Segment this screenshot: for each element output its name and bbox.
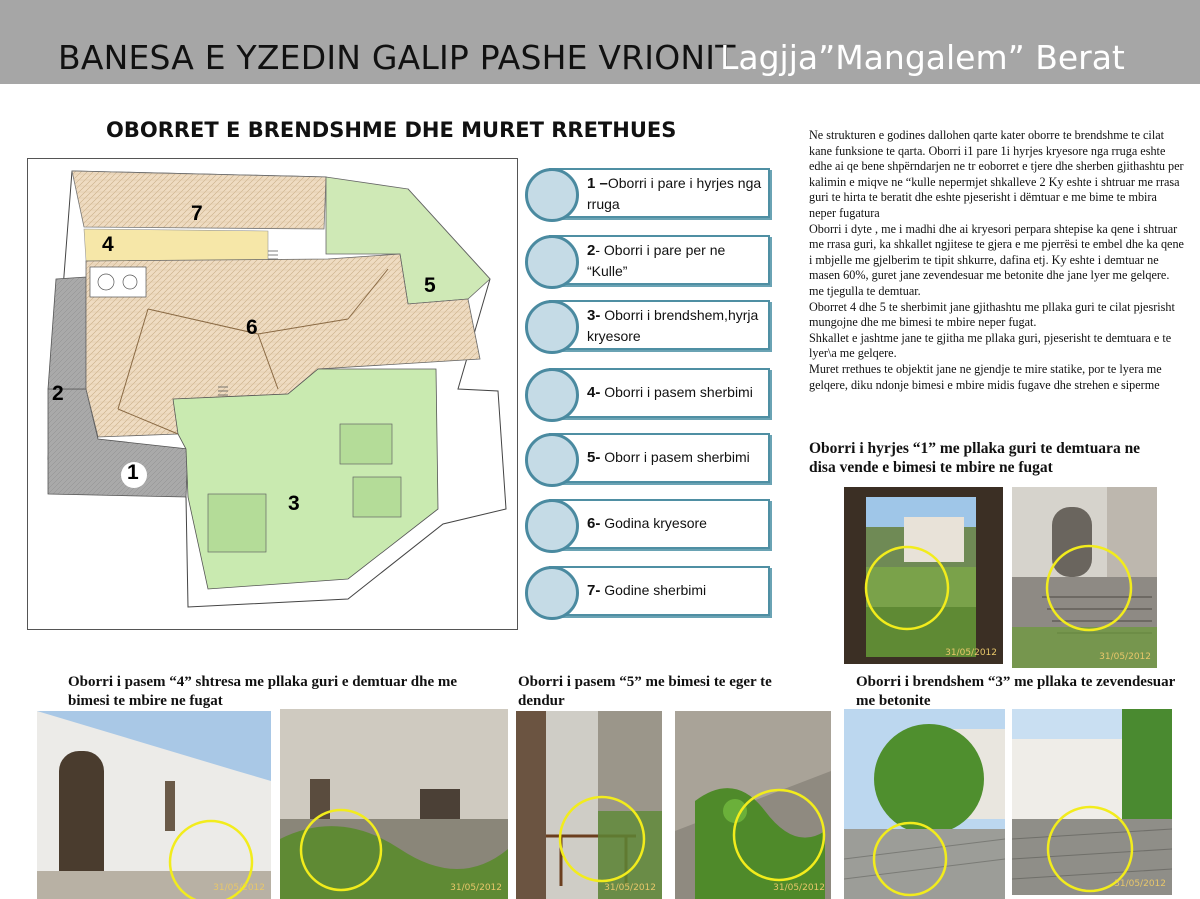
description-text: Ne strukturen e godines dallohen qarte kater oborre te brendshme te cilat kane funksione te qarta. Oborri i1 pare 1i hyrjes kryesore nga rruga eshte edhe ai qe bene shpërndarjen ne tr eoborret e tjere dhe sherben gjithashtu per kalimin e miqve ne “kulle nepermjet shkalleve 2 Ky eshte i shtruar me rrasa guri te hirta te beratit dhe eshte pjeserisht i dëmtuar e me bime te mbira neper fugatura Oborri i dyte , me i madhi dhe ai kryesori perpara shtepise ka qene i shtruar me rrasa guri, ka shkallet ngjitese te gjera e me pjerrësi te embel dhe ka qene i mbjelle me gjelberim te tipit shkurre, dafina etj. Ky eshte i demtuar ne masen 60%, guret jane zevendesuar me betonite dhe jane lyer me gelqere. me tjegulla te demtuar. Oborret 4 dhe 5 te sherbimit jane gjithashtu me pllaka guri te cilat pjesrisht mungojne dhe me bimesi te mbire neper fugat. Shkallet e jashtme jane te gjitha me pllaka guri, pjeserisht te demtuara e te lyer\a me gelqere. Muret rrethues te objektit jane ne gjendje te mire statike, por te lyera me gelqere, diku ndonje bimesi e mbire midis fugave dhe strehen e siperme — [809, 128, 1184, 392]
legend-item-2: 2- Oborri i pare per ne “Kulle” — [525, 235, 769, 287]
photo-rear5-vegetation: 31/05/2012 — [675, 711, 831, 899]
legend-circle-icon — [525, 368, 579, 422]
legend-circle-icon — [525, 499, 579, 553]
photo-rear4-building: 31/05/2012 — [37, 711, 271, 899]
plan-label-4: 4 — [102, 233, 114, 256]
legend-item-1: 1 –Oborri i pare i hyrjes nga rruga — [525, 168, 769, 220]
legend-item-5: 5- Oborr i pasem sherbimi — [525, 433, 769, 485]
plan-label-2: 2 — [52, 382, 64, 405]
caption-rear-courtyard-4: Oborri i pasem “4” shtresa me pllaka guri e demtuar dhe me bimesi te mbire ne fugat — [68, 674, 458, 709]
photo-entry-doorway: 31/05/2012 — [844, 487, 1003, 664]
page-title: BANESA E YZEDIN GALIP PASHE VRIONIT — [58, 38, 736, 77]
location-title: Lagjja”Mangalem” Berat — [720, 38, 1125, 77]
legend-circle-icon — [525, 566, 579, 620]
plan-label-3: 3 — [288, 492, 300, 515]
header-bar — [0, 0, 1200, 84]
photo-rear5-doorway: 31/05/2012 — [516, 711, 662, 899]
plan-label-7: 7 — [191, 202, 203, 225]
legend-item-4: 4- Oborri i pasem sherbimi — [525, 368, 769, 420]
section-title: OBORRET E BRENDSHME DHE MURET RRETHUES — [106, 118, 677, 142]
caption-rear-courtyard-5: Oborri i pasem “5” me bimesi te eger te dendur — [518, 674, 772, 709]
photo-entry-stairs: 31/05/2012 — [1012, 487, 1157, 668]
photo-inner3-tree — [844, 709, 1005, 899]
legend-item-6: 6- Godina kryesore — [525, 499, 769, 551]
legend-circle-icon — [525, 235, 579, 289]
legend-item-3: 3- Oborri i brendshem,hyrja kryesore — [525, 300, 769, 352]
caption-inner-courtyard-3: Oborri i brendshem “3” me pllaka te zevendesuar me betonite — [856, 674, 1176, 709]
site-plan-drawing — [28, 159, 517, 629]
legend-item-7: 7- Godine sherbimi — [525, 566, 769, 618]
plan-label-6: 6 — [246, 316, 258, 339]
photo-inner3-paving: 31/05/2012 — [1012, 709, 1172, 895]
plan-label-5: 5 — [424, 274, 436, 297]
caption-entry-courtyard: Oborri i hyrjes “1” me pllaka guri te demtuara ne disa vende e bimesi te mbire ne fugat — [809, 440, 1141, 476]
site-plan — [27, 158, 518, 630]
photo-rear4-wall: 31/05/2012 — [280, 709, 508, 899]
legend-circle-icon — [525, 300, 579, 354]
legend-circle-icon — [525, 433, 579, 487]
plan-label-1: 1 — [127, 461, 139, 484]
legend-circle-icon — [525, 168, 579, 222]
